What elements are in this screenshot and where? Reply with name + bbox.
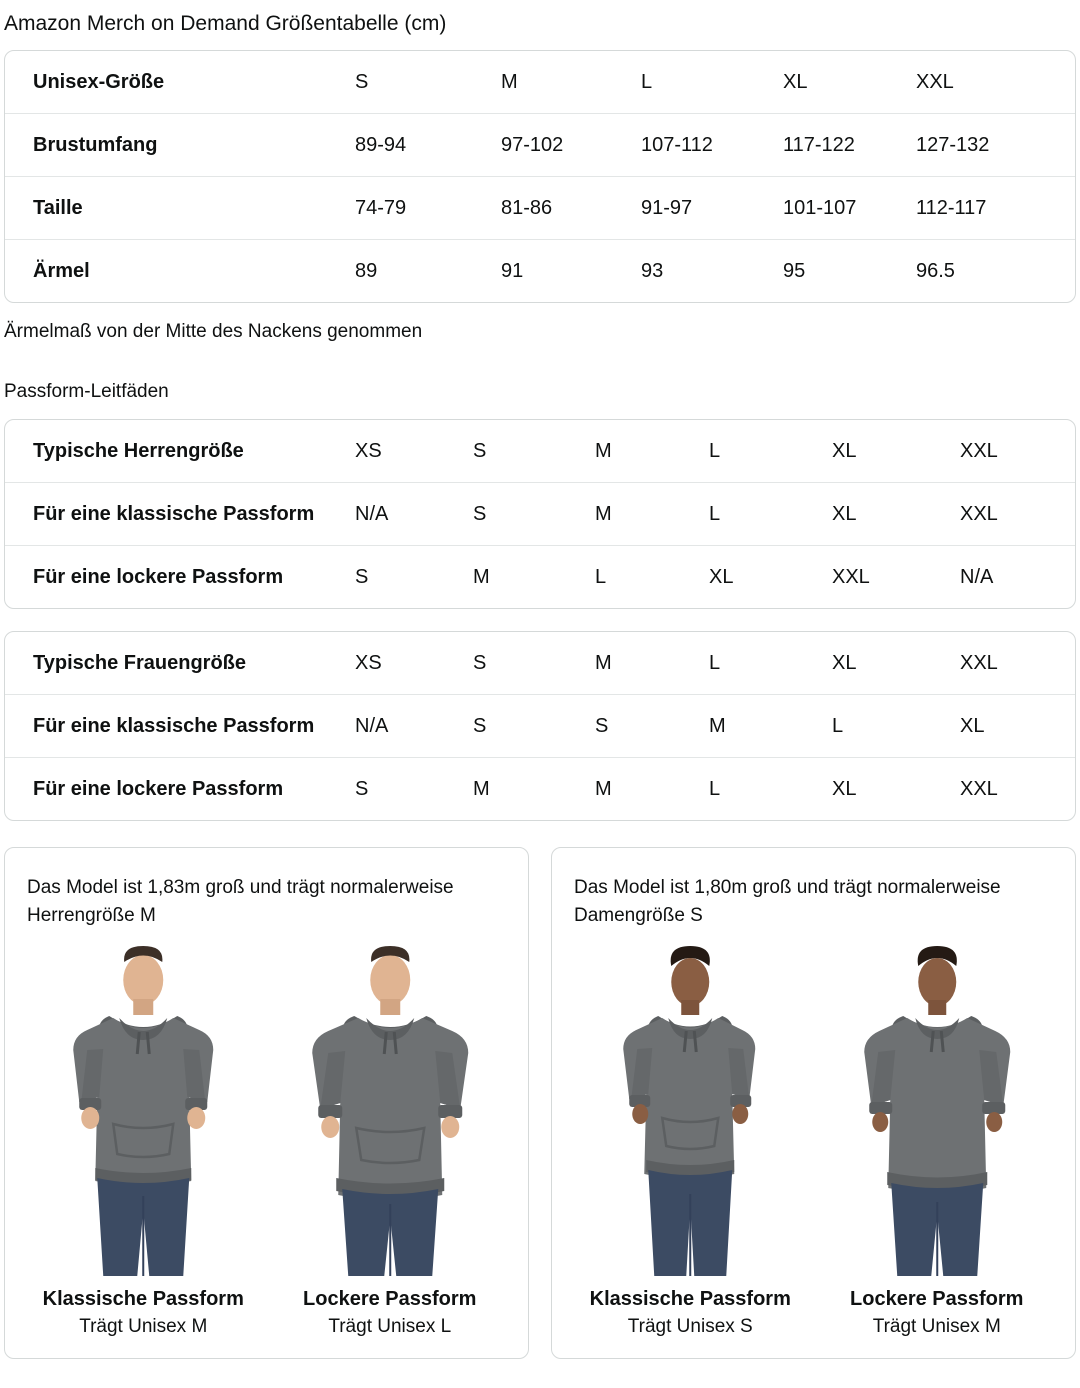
- cell: 81-86: [501, 177, 641, 240]
- female-figures: [574, 946, 1053, 1340]
- cell: XL: [832, 420, 960, 483]
- female-model-card: [551, 847, 1076, 1359]
- cell: XXL: [832, 566, 870, 588]
- row-label: Unisex-Größe: [5, 51, 355, 114]
- cell: N/A: [355, 695, 473, 758]
- cell: L: [595, 566, 607, 588]
- row-label: Brustumfang: [5, 114, 355, 177]
- cell: 117-122: [783, 114, 916, 177]
- cell: 101-107: [783, 177, 916, 240]
- cell: XL: [832, 778, 857, 800]
- cell: L: [709, 778, 721, 800]
- cell: 97-102: [501, 114, 641, 177]
- womens-fit-table-card: [4, 631, 1076, 821]
- cell: M: [595, 632, 709, 695]
- female-relaxed-hoodie-illustration: [821, 946, 1054, 1276]
- page-title: Amazon Merch on Demand Größentabelle (cm): [4, 12, 447, 35]
- cell: M: [595, 420, 709, 483]
- mens-fit-table: [5, 420, 1075, 608]
- cell: XL: [832, 632, 960, 695]
- table-row: [5, 546, 1075, 609]
- cell: XXL: [916, 51, 1075, 114]
- cell: 89: [355, 260, 378, 282]
- table-row: [5, 695, 1075, 758]
- cell: S: [473, 420, 595, 483]
- size-table-card: [4, 50, 1076, 303]
- sleeve-note: Ärmelmaß von der Mitte des Nackens genommen: [4, 321, 423, 342]
- cell: 112-117: [916, 177, 1075, 240]
- row-label: Typische Herrengröße: [5, 420, 355, 483]
- cell: L: [832, 695, 960, 758]
- cell: S: [473, 483, 595, 546]
- cell: S: [473, 695, 595, 758]
- cell: 96.5: [916, 260, 955, 282]
- male-classic-hoodie-illustration: [27, 946, 260, 1276]
- cell: M: [501, 51, 641, 114]
- row-label: Typische Frauengröße: [5, 632, 355, 695]
- cell: 89-94: [355, 114, 501, 177]
- cell: 91-97: [641, 177, 783, 240]
- cell: 91: [501, 260, 524, 282]
- cell: S: [595, 695, 709, 758]
- table-row: [5, 114, 1075, 177]
- male-figures: [27, 946, 506, 1340]
- cell: M: [709, 695, 832, 758]
- fit-label: Lockere Passform: [303, 1288, 477, 1310]
- cell: L: [641, 51, 783, 114]
- cell: 95: [783, 260, 806, 282]
- cell: S: [355, 778, 369, 800]
- table-row: [5, 483, 1075, 546]
- fit-wears: Trägt Unisex L: [328, 1316, 452, 1337]
- row-label: Ärmel: [33, 260, 90, 282]
- cell: S: [355, 566, 369, 588]
- table-row: [5, 758, 1075, 821]
- male-model-card: [4, 847, 529, 1359]
- cell: 93: [641, 260, 664, 282]
- cell: XXL: [960, 483, 1075, 546]
- table-row: [5, 177, 1075, 240]
- cell: S: [355, 51, 501, 114]
- fit-wears: Trägt Unisex M: [872, 1316, 1001, 1337]
- fit-wears: Trägt Unisex M: [79, 1316, 208, 1337]
- cell: XL: [960, 695, 1075, 758]
- table-row: [5, 240, 1075, 303]
- table-row: [5, 632, 1075, 695]
- fit-label: Lockere Passform: [850, 1288, 1024, 1310]
- table-row: [5, 51, 1075, 114]
- male-model-caption: Das Model ist 1,83m groß und trägt normalerweise Herrengröße M: [27, 877, 454, 926]
- cell: XS: [355, 632, 473, 695]
- womens-fit-table: [5, 632, 1075, 820]
- row-label: Taille: [5, 177, 355, 240]
- cell: M: [595, 778, 612, 800]
- row-label: Für eine lockere Passform: [33, 778, 284, 800]
- cell: M: [595, 483, 709, 546]
- cell: N/A: [355, 483, 473, 546]
- cell: S: [473, 632, 595, 695]
- fit-guides-title: Passform-Leitfäden: [4, 381, 169, 402]
- row-label: Für eine klassische Passform: [5, 483, 355, 546]
- cell: XXL: [960, 778, 998, 800]
- cell: 74-79: [355, 177, 501, 240]
- size-table: [5, 51, 1075, 302]
- fit-label: Klassische Passform: [589, 1288, 791, 1310]
- table-row: [5, 420, 1075, 483]
- cell: XS: [355, 420, 473, 483]
- figure-male-relaxed: [274, 946, 507, 1340]
- cell: 107-112: [641, 114, 783, 177]
- table-spacer: [0, 609, 1080, 631]
- cell: XL: [832, 483, 960, 546]
- fit-wears: Trägt Unisex S: [627, 1316, 753, 1337]
- cell: L: [709, 420, 832, 483]
- figure-female-classic: [574, 946, 807, 1340]
- female-classic-hoodie-illustration: [574, 946, 807, 1276]
- fit-label: Klassische Passform: [42, 1288, 244, 1310]
- cell: L: [709, 483, 832, 546]
- cell: XXL: [960, 632, 1075, 695]
- cell: XL: [783, 51, 916, 114]
- mens-fit-table-card: [4, 419, 1076, 609]
- figure-male-classic: [27, 946, 260, 1340]
- cell: L: [709, 632, 832, 695]
- model-cards-row: [4, 847, 1076, 1359]
- row-label: Für eine lockere Passform: [33, 566, 284, 588]
- cell: N/A: [960, 566, 994, 588]
- male-relaxed-hoodie-illustration: [274, 946, 507, 1276]
- cell: 127-132: [916, 114, 1075, 177]
- cell: XXL: [960, 420, 1075, 483]
- cell: M: [473, 778, 490, 800]
- row-label: Für eine klassische Passform: [5, 695, 355, 758]
- figure-female-relaxed: [821, 946, 1054, 1340]
- female-model-caption: Das Model ist 1,80m groß und trägt normalerweise Damengröße S: [574, 877, 1001, 926]
- cell: XL: [709, 566, 734, 588]
- cell: M: [473, 566, 490, 588]
